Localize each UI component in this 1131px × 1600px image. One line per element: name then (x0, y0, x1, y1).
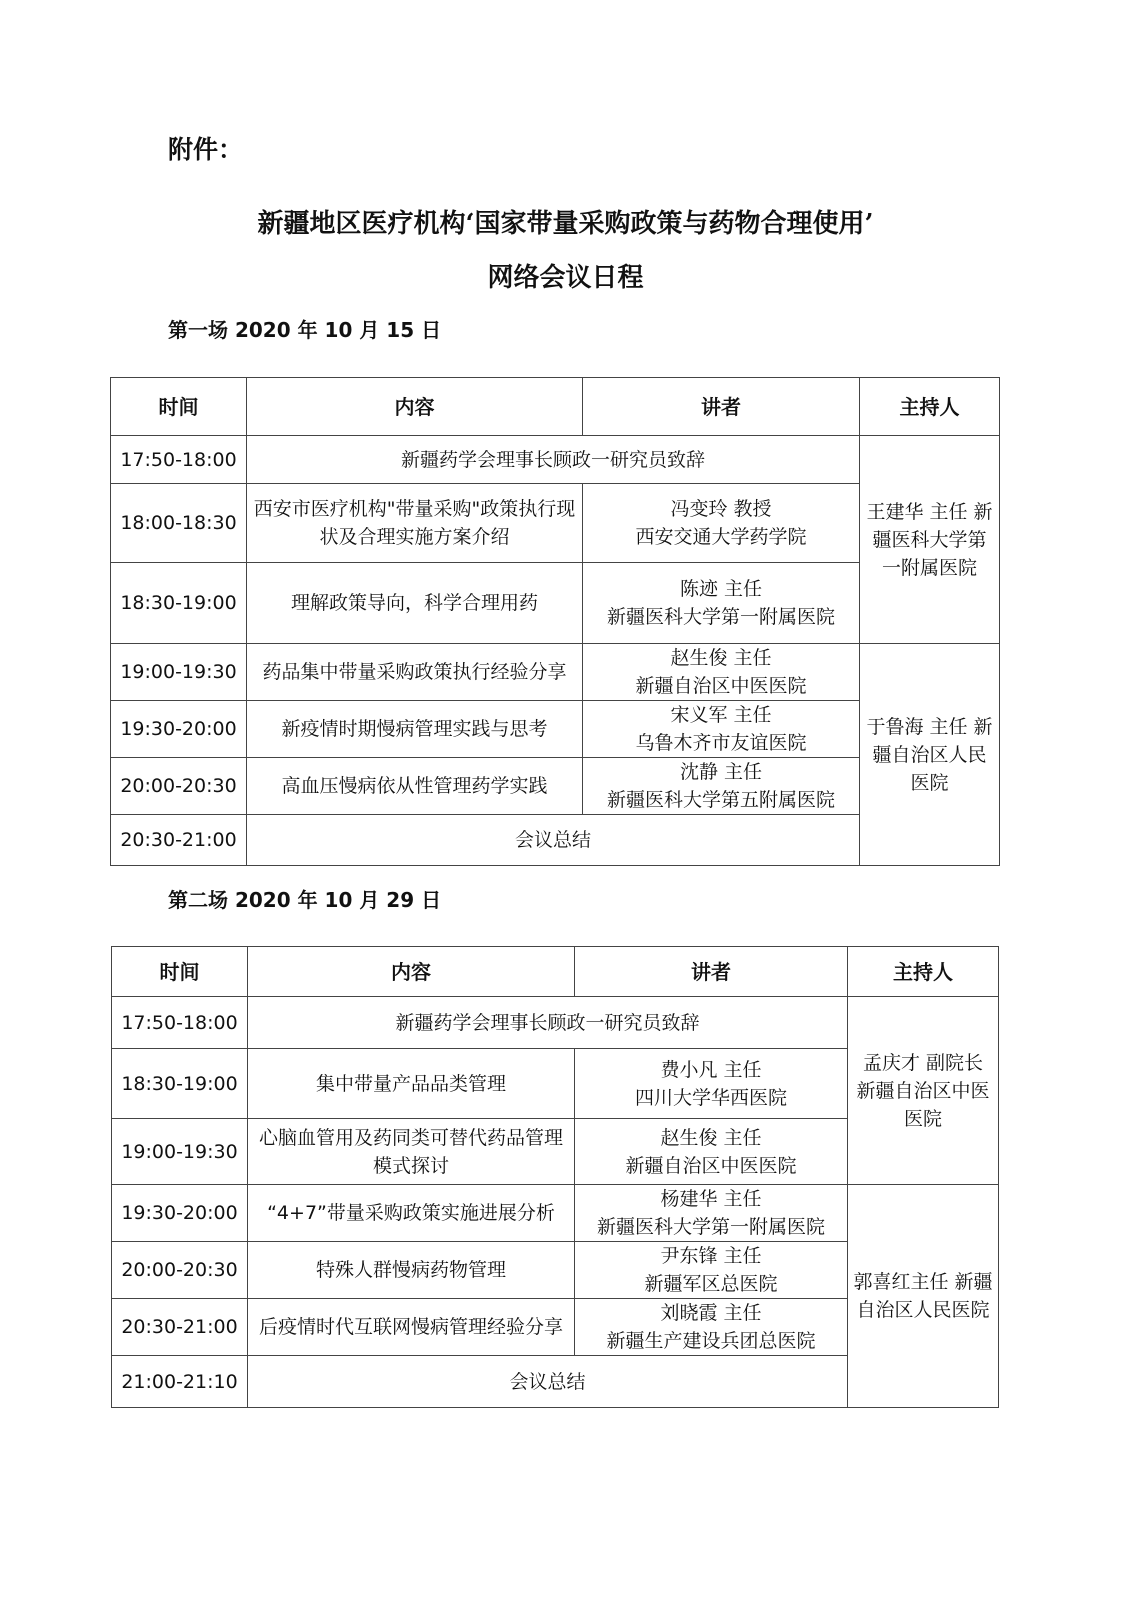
speaker-name: 冯变玲 教授 (670, 498, 772, 520)
speaker-affiliation: 新疆医科大学第一附属医院 (606, 606, 835, 628)
session-2-schedule-table (111, 946, 999, 1408)
speaker-name: 赵生俊 主任 (660, 1126, 762, 1149)
time-cell: 17:50-18:00 (111, 436, 247, 484)
time-cell: 20:00-20:30 (112, 1242, 248, 1299)
content-cell: 会议总结 (248, 1356, 848, 1408)
content-cell: 新疆药学会理事长顾政一研究员致辞 (247, 436, 860, 484)
table-header-row (111, 378, 1000, 436)
content-cell: 特殊人群慢病药物管理 (248, 1242, 575, 1299)
speaker-name: 杨建华 主任 (660, 1188, 762, 1210)
session-2-heading: 第二场 2020 年 10 月 29 日 (168, 888, 442, 912)
header-content: 内容 (248, 947, 575, 997)
speaker-name: 费小凡 主任 (660, 1058, 762, 1081)
time-cell: 21:00-21:10 (112, 1356, 248, 1408)
content-cell: 心脑血管用及药同类可替代药品管理模式探讨 (248, 1119, 575, 1185)
content-cell: “4+7”带量采购政策实施进展分析 (248, 1185, 575, 1242)
content-cell: 高血压慢病依从性管理药学实践 (247, 758, 583, 815)
header-host: 主持人 (848, 947, 999, 997)
time-cell: 20:00-20:30 (111, 758, 247, 815)
speaker-cell (583, 563, 860, 644)
header-host: 主持人 (860, 378, 1000, 436)
content-cell: 集中带量产品品类管理 (248, 1049, 575, 1119)
speaker-affiliation: 新疆生产建设兵团总医院 (606, 1330, 816, 1352)
attachment-label: 附件： (168, 135, 244, 164)
header-time: 时间 (112, 947, 248, 997)
table-row (111, 436, 1000, 484)
session-1-schedule-table (110, 377, 1000, 866)
content-cell: 理解政策导向，科学合理用药 (247, 563, 583, 644)
time-cell: 18:30-19:00 (111, 563, 247, 644)
header-speaker: 讲者 (583, 378, 860, 436)
host-cell: 郭喜红主任 新疆自治区人民医院 (848, 1185, 999, 1408)
speaker-name: 沈静 主任 (679, 761, 763, 783)
document-subtitle: 网络会议日程 (487, 263, 644, 293)
time-cell: 17:50-18:00 (112, 997, 248, 1049)
speaker-cell (575, 1299, 848, 1356)
time-cell: 19:30-20:00 (112, 1185, 248, 1242)
speaker-cell (575, 1242, 848, 1299)
time-cell: 20:30-21:00 (112, 1299, 248, 1356)
speaker-cell (583, 758, 860, 815)
host-cell: 王建华 主任 新疆医科大学第一附属医院 (860, 436, 1000, 644)
speaker-affiliation: 新疆自治区中医医院 (625, 1154, 797, 1177)
host-cell: 于鲁海 主任 新疆自治区人民医院 (860, 644, 1000, 866)
table-row (112, 1185, 999, 1242)
content-cell: 西安市医疗机构"带量采购"政策执行现状及合理实施方案介绍 (247, 484, 583, 563)
table-row (111, 644, 1000, 701)
speaker-affiliation: 新疆医科大学第五附属医院 (606, 789, 835, 811)
table-header-row (112, 947, 999, 997)
speaker-affiliation: 西安交通大学药学院 (635, 526, 807, 548)
speaker-cell (583, 484, 860, 563)
speaker-cell (575, 1185, 848, 1242)
time-cell: 18:30-19:00 (112, 1049, 248, 1119)
time-cell: 19:30-20:00 (111, 701, 247, 758)
table-row (112, 997, 999, 1049)
speaker-name: 宋义军 主任 (670, 704, 772, 726)
speaker-name: 尹东锋 主任 (660, 1245, 762, 1267)
document-title: 新疆地区医疗机构‘国家带量采购政策与药物合理使用’ (257, 209, 874, 239)
session-1-heading: 第一场 2020 年 10 月 15 日 (168, 318, 442, 342)
speaker-affiliation: 新疆军区总医院 (644, 1273, 778, 1295)
header-content: 内容 (247, 378, 583, 436)
time-cell: 19:00-19:30 (111, 644, 247, 701)
speaker-name: 陈迹 主任 (679, 578, 763, 600)
speaker-affiliation: 新疆自治区中医医院 (635, 675, 807, 697)
speaker-cell (583, 644, 860, 701)
content-cell: 会议总结 (247, 815, 860, 866)
content-cell: 新疆药学会理事长顾政一研究员致辞 (248, 997, 848, 1049)
speaker-cell (575, 1119, 848, 1185)
time-cell: 20:30-21:00 (111, 815, 247, 866)
content-cell: 后疫情时代互联网慢病管理经验分享 (248, 1299, 575, 1356)
header-time: 时间 (111, 378, 247, 436)
content-cell: 药品集中带量采购政策执行经验分享 (247, 644, 583, 701)
speaker-affiliation: 乌鲁木齐市友谊医院 (635, 732, 807, 754)
speaker-name: 刘晓霞 主任 (660, 1302, 762, 1324)
host-cell: 孟庆才 副院长 新疆自治区中医医院 (848, 997, 999, 1185)
time-cell: 18:00-18:30 (111, 484, 247, 563)
speaker-affiliation: 四川大学华西医院 (634, 1086, 787, 1109)
speaker-cell (583, 701, 860, 758)
header-speaker: 讲者 (575, 947, 848, 997)
time-cell: 19:00-19:30 (112, 1119, 248, 1185)
speaker-cell (575, 1049, 848, 1119)
speaker-affiliation: 新疆医科大学第一附属医院 (596, 1216, 825, 1238)
content-cell: 新疫情时期慢病管理实践与思考 (247, 701, 583, 758)
speaker-name: 赵生俊 主任 (670, 647, 772, 669)
